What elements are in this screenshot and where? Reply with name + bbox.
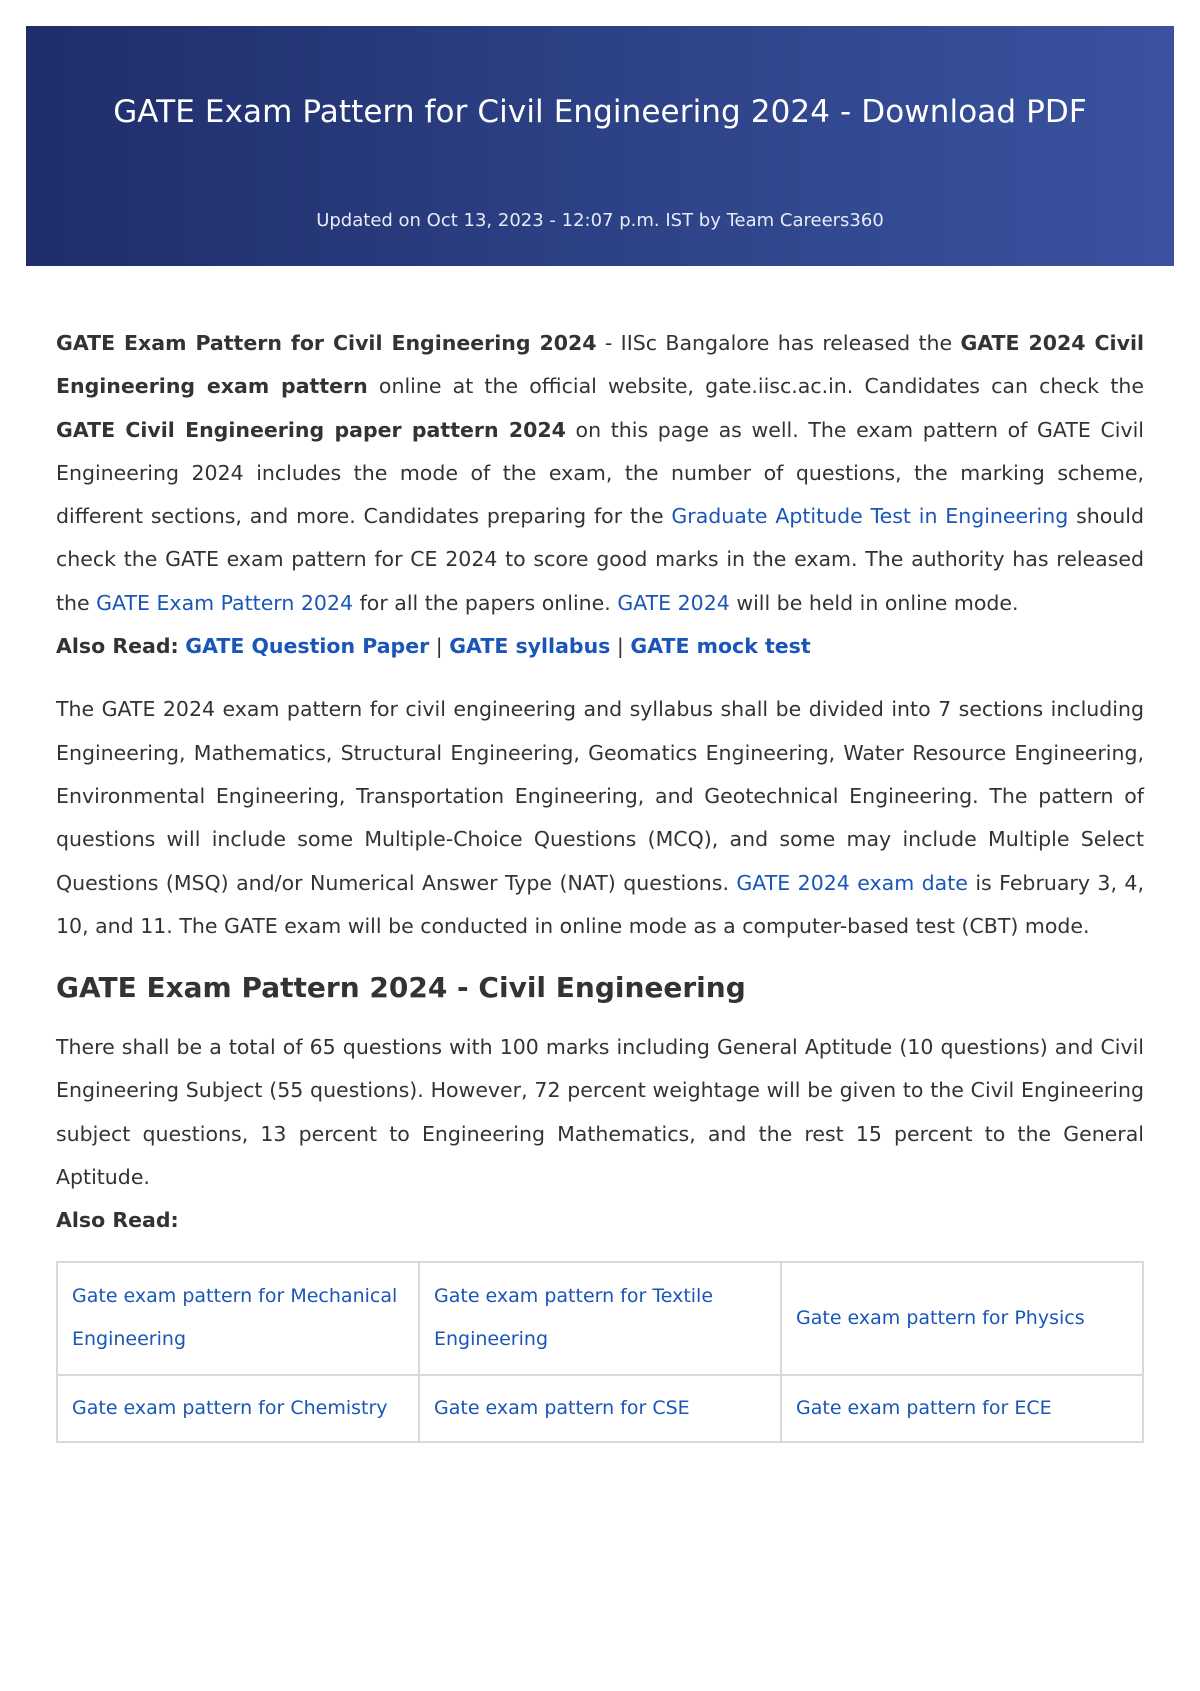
intro-text-1: - IISc Bangalore has released the [596,331,961,355]
table-row [57,1375,1143,1442]
table-cell [57,1262,419,1375]
link-gate-exam-pattern-2024[interactable]: GATE Exam Pattern 2024 [96,590,354,615]
link-gate-pattern-ece[interactable]: Gate exam pattern for ECE [796,1396,1052,1419]
link-gate-2024[interactable]: GATE 2024 [617,590,730,615]
link-gate-2024-exam-date[interactable]: GATE 2024 exam date [736,870,968,895]
table-cell [781,1375,1143,1442]
table-cell [781,1262,1143,1375]
intro-text-3: on this page as well. The exam pattern of GATE Civil Engineering 2024 includes the mode of the exam, the number of questions, the marking scheme, different sections, and more. Candidates preparing for the [56,417,1144,529]
table-row [57,1262,1143,1375]
section-heading: GATE Exam Pattern 2024 - Civil Engineering [56,971,746,1005]
para2-text-2: is February 3, 4, 10, and 11. The GATE exam will be conducted in online mode as a computer-based test (CBT) mode. [56,870,1144,938]
also-read-label-2 [56,1199,1144,1242]
intro-bold-2: GATE 2024 Civil Engineering exam pattern [56,331,1144,399]
also-read-links [56,625,1144,668]
link-gate-pattern-cse[interactable]: Gate exam pattern for CSE [434,1396,690,1419]
intro-text-2: online at the official website, gate.iisc.ac.in. Candidates can check the [367,374,1144,399]
intro-bold-1: GATE Exam Pattern for Civil Engineering 2024 [56,331,597,355]
separator: | [616,634,624,659]
article-body [56,322,1144,1443]
intro-bold-3: GATE Civil Engineering paper pattern 2024 [56,417,566,442]
para2-text-1: The GATE 2024 exam pattern for civil engineering and syllabus shall be divided into 7 sections including Engineering, Mathematics, Structural Engineering, Geomatics Engineering, Water Resource Engineering, Environmental Engineering, Transportation Engineering, and Geotechnical Engineering. The pattern of questions will include some Multiple-Choice Questions (MCQ), and some may include Multiple Select Questions (MSQ) and/or Numerical Answer Type (NAT) questions. [56,697,1144,895]
link-gate-question-paper[interactable]: GATE Question Paper [185,634,430,659]
also-read-label: Also Read: [56,634,179,659]
article-header [26,26,1174,266]
page-title: GATE Exam Pattern for Civil Engineering 2024 - Download PDF [113,94,1087,130]
table-cell [419,1262,781,1375]
section-paragraph: There shall be a total of 65 questions with 100 marks including General Aptitude (10 questions) and Civil Engineering Subject (55 questions). However, 72 percent weightage will be given to the Civil Engineering subject questions, 13 percent to Engineering Mathematics, and the rest 15 percent to the General Aptitude. [56,1035,1144,1190]
link-gate-pattern-chemistry[interactable]: Gate exam pattern for Chemistry [72,1396,388,1419]
intro-text-6: will be held in online mode. [729,590,1019,615]
related-links-table [56,1261,1144,1443]
also-read-label: Also Read: [56,1208,179,1233]
link-gate-syllabus[interactable]: GATE syllabus [449,634,611,659]
table-cell [57,1375,419,1442]
intro-text-4: should check the GATE exam pattern for CE 2024 to score good marks in the exam. The authority has released the [56,504,1144,615]
sections-paragraph [56,688,1144,948]
link-gate-mock-test[interactable]: GATE mock test [630,634,811,659]
updated-info: Updated on Oct 13, 2023 - 12:07 p.m. IST by Team Careers360 [316,210,884,231]
separator: | [435,634,443,659]
link-gate-pattern-textile[interactable]: Gate exam pattern for Textile Engineering [434,1285,714,1351]
table-cell [419,1375,781,1442]
intro-paragraph [56,322,1144,625]
link-gate-pattern-mechanical[interactable]: Gate exam pattern for Mechanical Engineering [72,1285,398,1351]
intro-text-5: for all the papers online. [353,590,618,615]
link-gate-pattern-physics[interactable]: Gate exam pattern for Physics [796,1306,1085,1329]
link-graduate-aptitude-test[interactable]: Graduate Aptitude Test in Engineering [671,504,1069,529]
